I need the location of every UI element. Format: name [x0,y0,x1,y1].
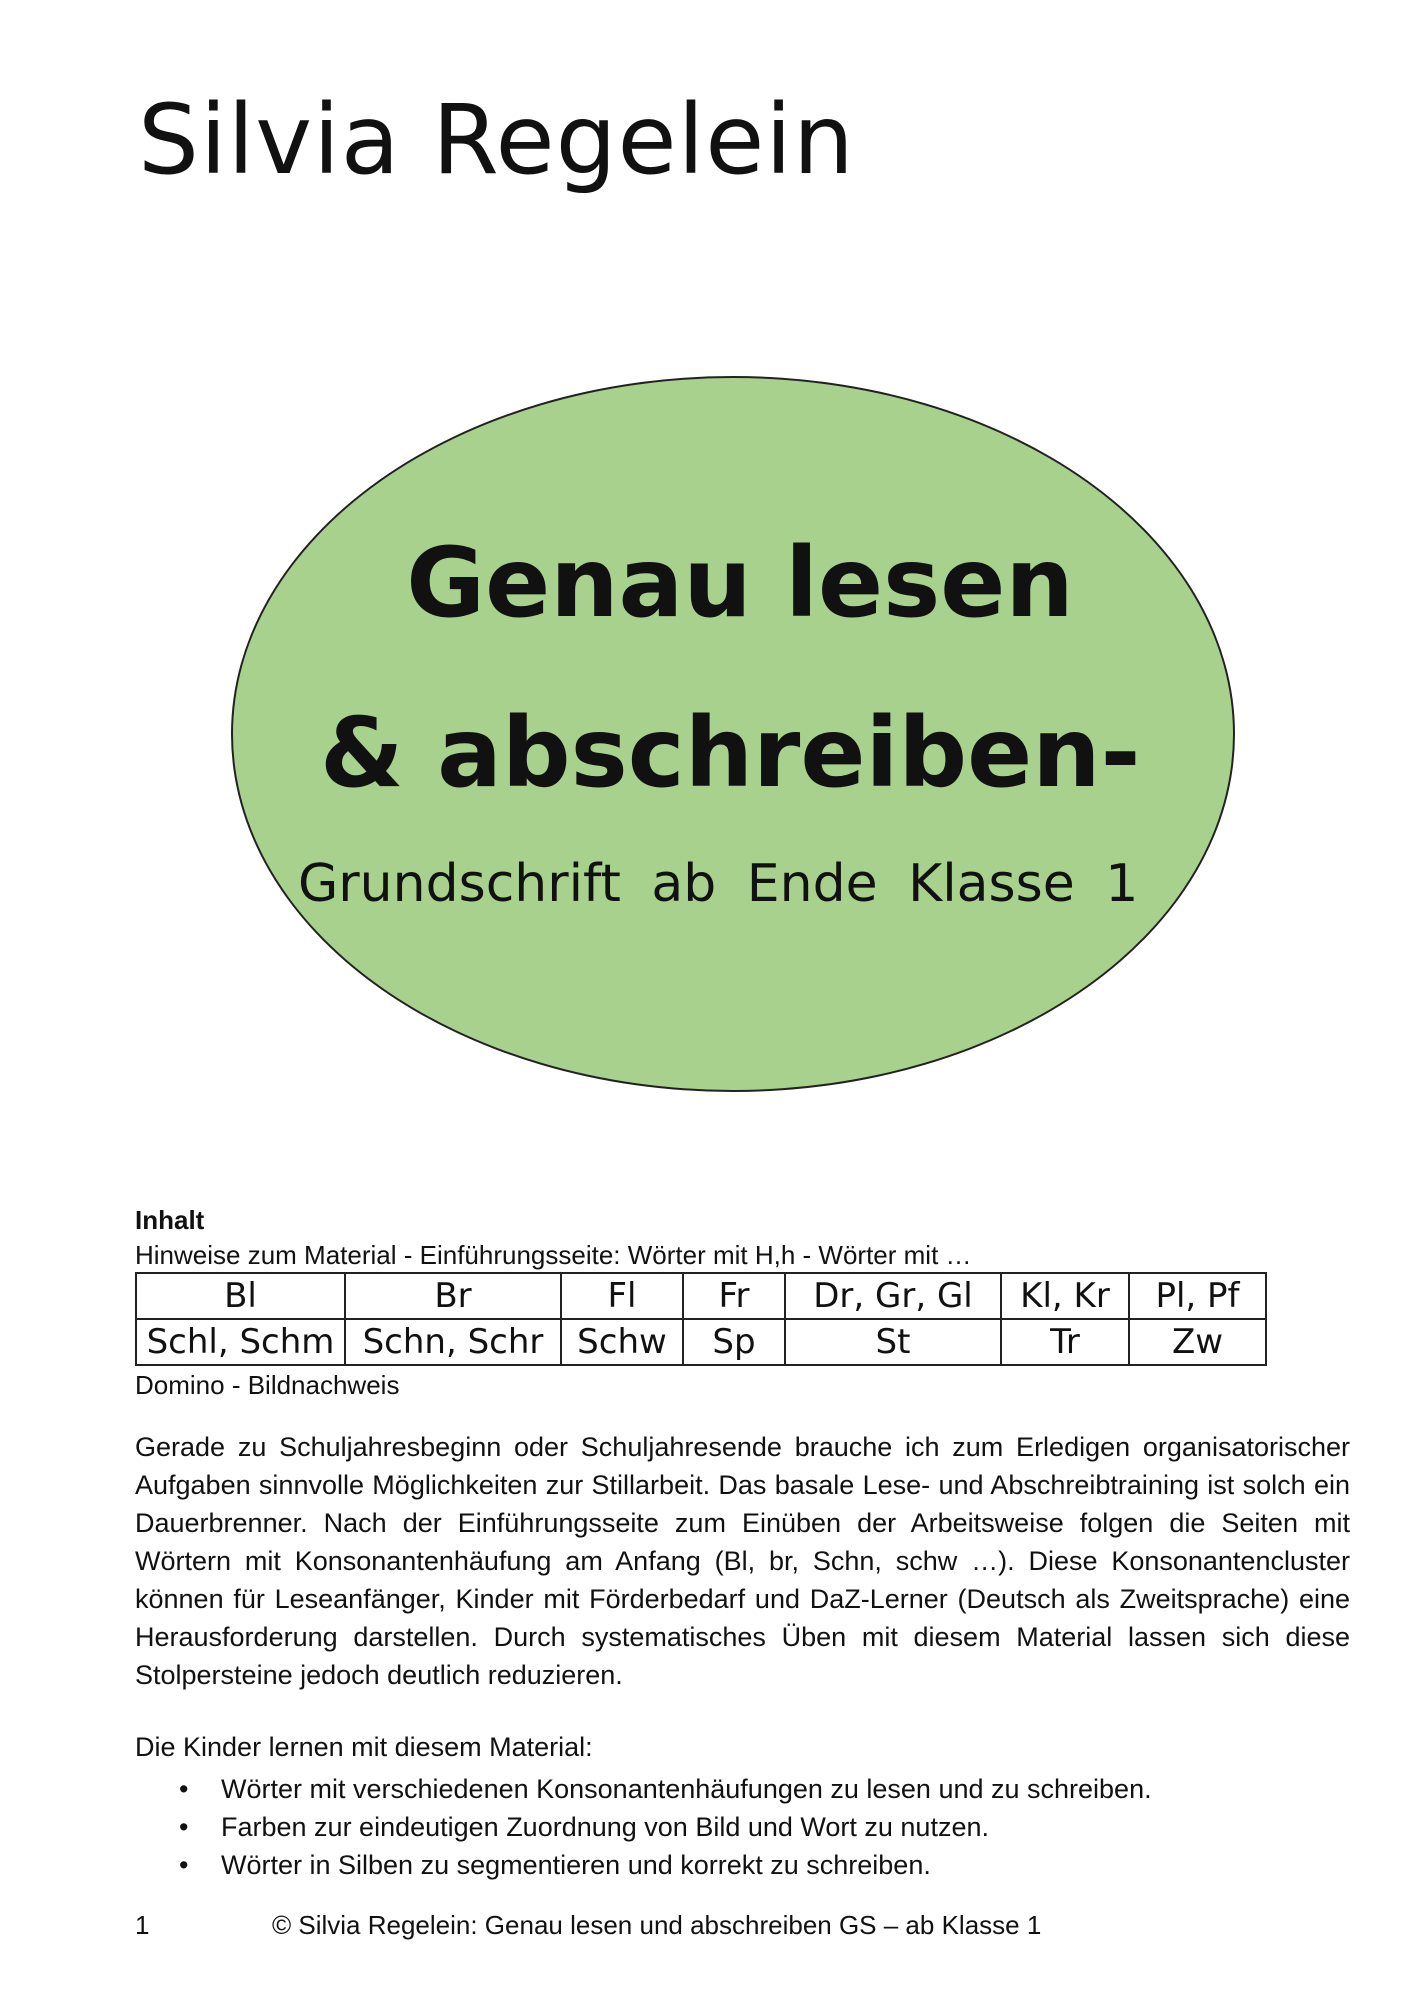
list-item-text: Wörter in Silben zu segmentieren und korrekt zu schreiben. [221,1850,931,1880]
bullet-icon: • [179,1774,189,1804]
table-cell: Schw [561,1319,683,1365]
table-cell: Bl [136,1273,345,1319]
list-item-text: Wörter mit verschiedenen Konsonantenhäufungen zu lesen und zu schreiben. [221,1774,1152,1804]
table-cell: Fl [561,1273,683,1319]
contents-heading: Inhalt [135,1205,205,1235]
subtitle: Grundschrift ab Ende Klasse 1 [298,854,1139,914]
description-paragraph: Gerade zu Schuljahresbeginn oder Schuljahresende brauche ich zum Erledigen organisatorischer Aufgaben sinnvolle Möglichkeiten zur Stillarbeit. Das basale Lese- und Abschreibtraining ist solch ein Dauerbrenner. Nach der Einführungsseite zum Einüben der Arbeitsweise folgen die Seiten mit Wörtern mit Konsonantenhäufung am Anfang (Bl, br, Schn, schw …). Diese Konsonantencluster können für Leseanfänger, Kinder mit Förderbedarf und DaZ-Lerner (Deutsch als Zweitsprache) eine Herausforderung darstellen. Durch systematisches Üben mit diesem Material lassen sich diese Stolpersteine jedoch deutlich reduzieren. [135,1432,1350,1690]
bullet-icon: • [179,1850,189,1880]
learning-goals-list [135,1770,1335,1884]
table-cell: Br [345,1273,561,1319]
footer-copyright: © Silvia Regelein: Genau lesen und abschreiben GS – ab Klasse 1 [272,1910,1042,1940]
title-line-1: Genau lesen [406,527,1074,639]
learning-goals-intro: Die Kinder lernen mit diesem Material: [135,1732,593,1762]
table-cell: Tr [1001,1319,1129,1365]
table-cell: Dr, Gr, Gl [785,1273,1001,1319]
table-cell: Fr [683,1273,785,1319]
contents-table [135,1272,1267,1366]
list-item [135,1808,1335,1846]
table-cell: St [785,1319,1001,1365]
table-row [136,1273,1266,1319]
table-cell: Schl, Schm [136,1319,345,1365]
table-cell: Pl, Pf [1129,1273,1266,1319]
table-cell: Schn, Schr [345,1319,561,1365]
page-number: 1 [135,1910,150,1940]
contents-outro: Domino - Bildnachweis [135,1370,400,1400]
table-cell: Sp [683,1319,785,1365]
table-cell: Kl, Kr [1001,1273,1129,1319]
author-name: Silvia Regelein [138,84,855,196]
list-item [135,1846,1335,1884]
bullet-icon: • [179,1812,189,1842]
table-row [136,1319,1266,1365]
contents-intro: Hinweise zum Material - Einführungsseite: Wörter mit H,h - Wörter mit … [135,1240,972,1270]
list-item [135,1770,1335,1808]
list-item-text: Farben zur eindeutigen Zuordnung von Bild und Wort zu nutzen. [221,1812,989,1842]
title-line-2: & abschreiben- [320,697,1141,809]
table-cell: Zw [1129,1319,1266,1365]
